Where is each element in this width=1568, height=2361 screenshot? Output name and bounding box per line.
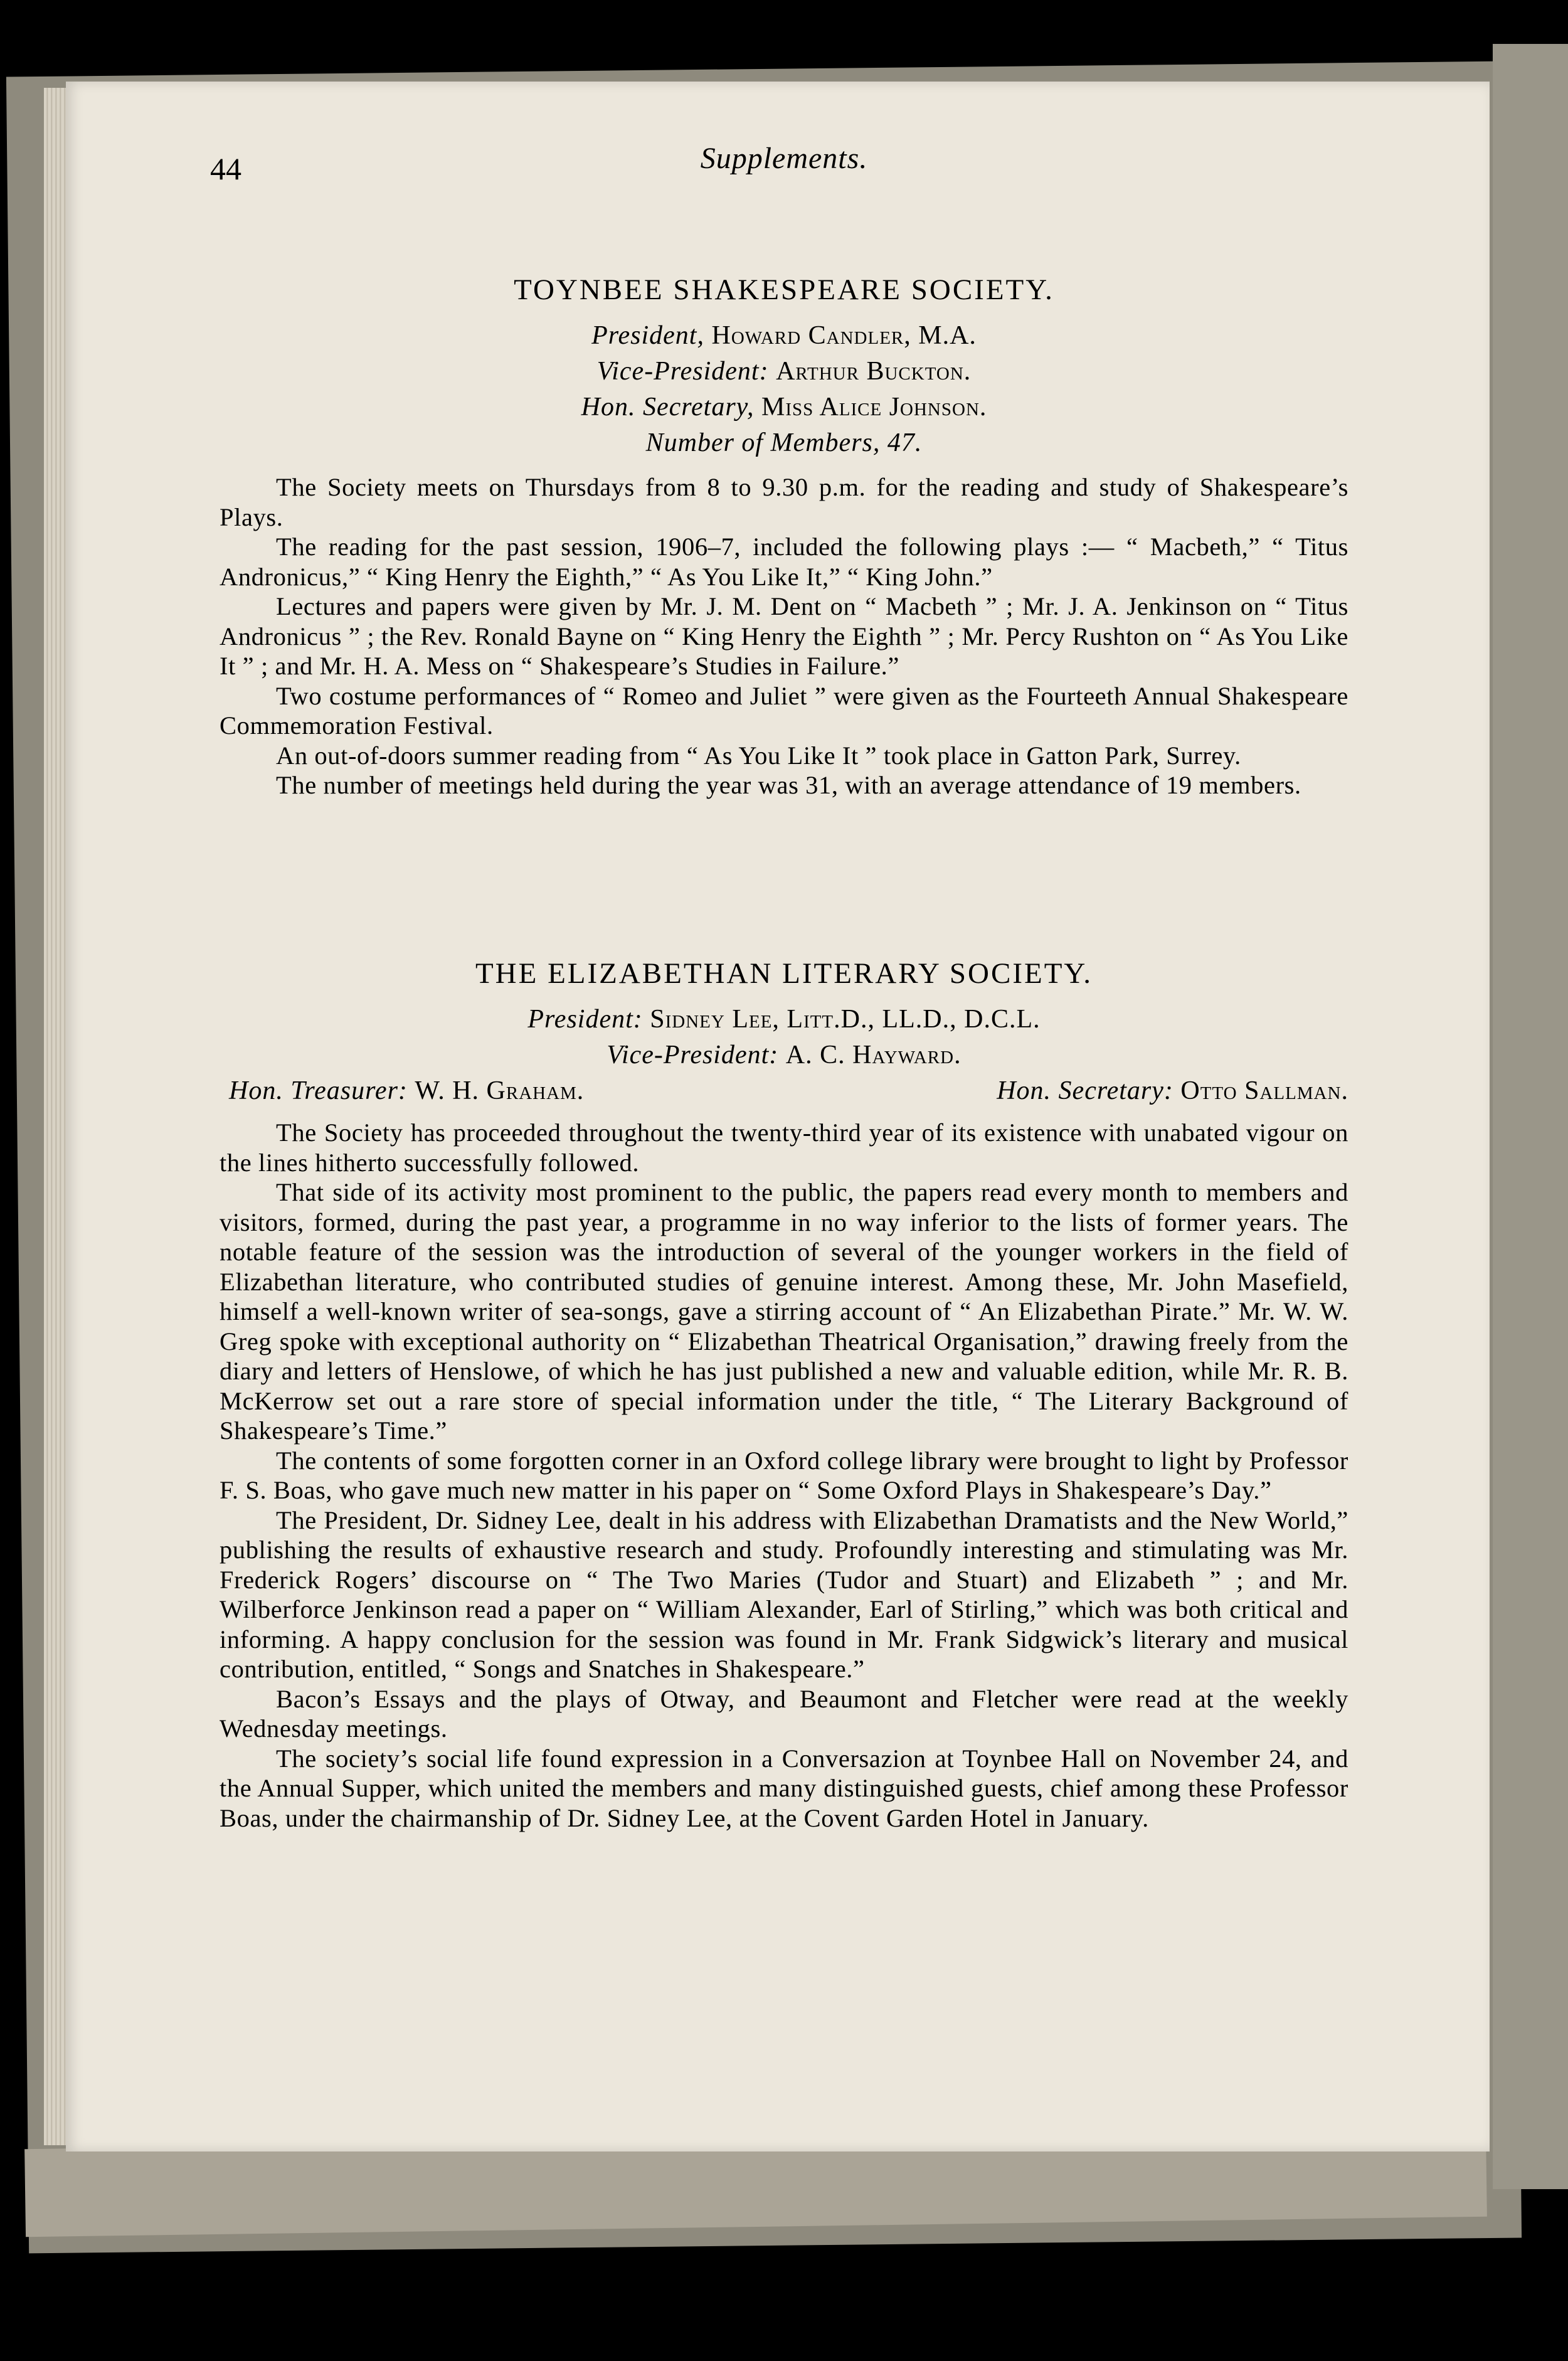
officer-role: Hon. Treasurer:: [229, 1076, 408, 1105]
paragraph: An out-of-doors summer reading from “ As You Like It ” took place in Gatton Park, Surrey.: [276, 741, 1241, 770]
page-number: 44: [210, 151, 241, 186]
officer-role: President:: [527, 1005, 643, 1034]
book-cover-edge-right: [1493, 44, 1568, 2189]
officer-role: Vice-President:: [607, 1041, 779, 1069]
paragraph: The Society meets on Thursdays from 8 to 9.30 p.m. for the reading and study of Shakespeare’s Plays.: [220, 473, 1348, 531]
officer-role: President,: [591, 321, 704, 350]
paragraph: Bacon’s Essays and the plays of Otway, and Beaumont and Fletcher were read at the weekly Wednesday meetings.: [220, 1684, 1348, 1743]
toynbee-secretary: [220, 390, 1348, 425]
paragraph: The reading for the past session, 1906–7, included the following plays :— “ Macbeth,” “ Titus Andronicus,” “ King Henry the Eighth,” “ As You Like It,” “ King John.”: [220, 533, 1348, 591]
paragraph: The society’s social life found expression in a Conversazion at Toynbee Hall on November 24, and the Annual Supper, which united the members and many distinguished guests, chief among these Professor Boas, under the chairmanship of Dr. Sidney Lee, at the Covent Garden Hotel in January.: [220, 1744, 1348, 1832]
paragraph: That side of its activity most prominent to the public, the papers read every month to members and visitors, formed, during the past year, a programme in no way inferior to the lists of former years. The notable feature of the session was the introduction of several of the younger workers in the field of Elizabethan literature, who contributed studies of genuine interest. Among these, Mr. John Masefield, himself a well-known writer of sea-songs, gave a stirring account of “ An Elizabethan Pirate.” Mr. W. W. Greg spoke with exceptional authority on “ Elizabethan Theatrical Organisation,” drawing freely from the diary and letters of Henslowe, of which he has just published a new and valuable edition, while Mr. R. B. McKerrow set out a rare store of special information under the title, “ The Literary Background of Shakespeare’s Time.”: [220, 1178, 1348, 1445]
page-stack-edges: [44, 88, 69, 2145]
toynbee-president: [220, 318, 1348, 354]
elizabethan-vice-president: [220, 1037, 1348, 1073]
toynbee-members-count: Number of Members, 47.: [645, 428, 923, 457]
officer-name: W. H. Graham.: [415, 1076, 585, 1105]
officer-name: A. C. Hayward.: [785, 1041, 961, 1069]
elizabethan-president: [220, 1002, 1348, 1037]
officer-name: Howard Candler, M.A.: [711, 321, 977, 350]
elizabethan-secretary: [997, 1073, 1348, 1109]
officer-role: Hon. Secretary,: [581, 393, 755, 422]
officer-name: Sidney Lee, Litt.D., LL.D., D.C.L.: [650, 1005, 1041, 1034]
elizabethan-treasurer: [229, 1073, 584, 1109]
paragraph: The contents of some forgotten corner in an Oxford college library were brought to light by Professor F. S. Boas, who gave much new matter in his paper on “ Some Oxford Plays in Shakespeare’s Day.”: [220, 1446, 1348, 1504]
officer-role: Hon. Secretary:: [997, 1076, 1173, 1105]
elizabethan-title: THE ELIZABETHAN LITERARY SOCIETY.: [475, 957, 1093, 990]
officer-role: Vice-President:: [596, 357, 769, 386]
toynbee-section: [220, 273, 1348, 800]
paragraph: The Society has proceeded throughout the twenty-third year of its existence with unabated vigour on the lines hitherto successfully followed.: [220, 1118, 1348, 1177]
paragraph: Two costume performances of “ Romeo and Juliet ” were given as the Fourteeth Annual Shakespeare Commemoration Festival.: [220, 681, 1348, 740]
officer-name: Otto Sallman.: [1180, 1076, 1348, 1105]
running-head: Supplements.: [700, 142, 868, 175]
elizabethan-section: [220, 957, 1348, 1833]
paragraph: The President, Dr. Sidney Lee, dealt in his address with Elizabethan Dramatists and the New World,” publishing the results of exhaustive research and study. Profoundly interesting and stimulating was Mr. Frederick Rogers’ discourse on “ The Two Maries (Tudor and Stuart) and Elizabeth ” ; and Mr. Wilberforce Jenkinson read a paper on “ William Alexander, Earl of Stirling,” which was both critical and informing. A happy conclusion for the session was found in Mr. Frank Sidgwick’s literary and musical contribution, entitled, “ Songs and Snatches in Shakespeare.”: [220, 1505, 1348, 1683]
officer-name: Miss Alice Johnson.: [761, 393, 987, 422]
paragraph: Lectures and papers were given by Mr. J. M. Dent on “ Macbeth ” ; Mr. J. A. Jenkinson on “ Titus Andronicus ” ; the Rev. Ronald Bayne on “ King Henry the Eighth ” ; Mr. Percy Rushton on “ As You Like It ” ; and Mr. H. A. Mess on “ Shakespeare’s Studies in Failure.”: [220, 592, 1348, 680]
toynbee-title: TOYNBEE SHAKESPEARE SOCIETY.: [514, 273, 1054, 306]
toynbee-vice-president: [220, 354, 1348, 390]
elizabethan-treasurer-secretary: [220, 1073, 1348, 1109]
paragraph: The number of meetings held during the year was 31, with an average attendance of 19 members.: [276, 771, 1301, 799]
officer-name: Arthur Buckton.: [776, 357, 972, 386]
